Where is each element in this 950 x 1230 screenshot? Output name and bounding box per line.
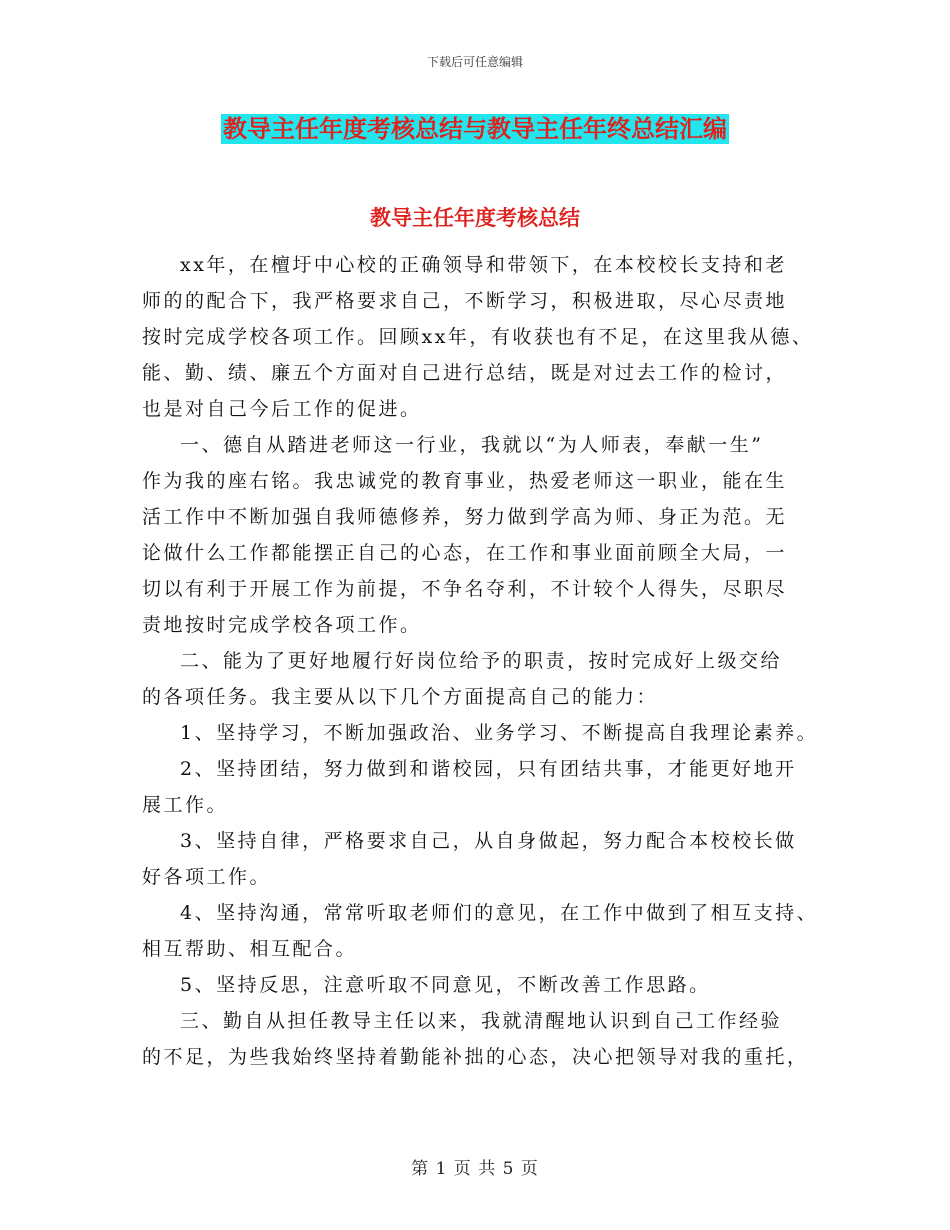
list-item-discipline: 3、坚持自律，严格要求自己，从自身做起，努力配合本校校长做 好各项工作。 [142, 830, 797, 888]
header-note: 下载后可任意编辑 [426, 55, 523, 69]
list-item-study: 1、坚持学习，不断加强政治、业务学习、不断提高自我理论素养。 [180, 722, 819, 744]
list-item-unity: 2、坚持团结，努力做到和谐校园，只有团结共事，才能更好地开 展工作。 [142, 758, 797, 816]
page-footer: 第 1 页 共 5 页 [411, 1159, 539, 1179]
paragraph-diligence: 三、勤自从担任教导主任以来，我就清醒地认识到自己工作经验 的不足，为些我始终坚持着勤能补拙的心态，决心把领导对我的重托， [142, 1010, 809, 1068]
list-item-reflection: 5、坚持反思，注意听取不同意见，不断改善工作思路。 [180, 974, 711, 996]
paragraph-morality: 一、德自从踏进老师这一行业，我就以“为人师表，奉献一生” 作为我的座右铭。我忠诚党的教育事业，热爱老师这一职业，能在生 活工作中不断加强自我师德修养，努力做到学高为师、身正为范。无 论做什么工作都能摆正自己的心态，在工作和事业面前顾全大局，一 切以有利于开展工作为前提，不争名夺利，不计较个人得失，尽职尽 责地按时完成学校各项工作。 [142, 434, 788, 636]
main-title: 教导主任年度考核总结与教导主任年终总结汇编 [223, 115, 727, 143]
list-item-communication: 4、坚持沟通，常常听取老师们的意见，在工作中做到了相互支持、 相互帮助、相互配合。 [142, 902, 819, 960]
section-title: 教导主任年度考核总结 [370, 206, 580, 230]
document-body [142, 247, 832, 1075]
paragraph-intro: xx年，在檀圩中心校的正确领导和带领下，在本校校长支持和老 师的的配合下，我严格要求自己，不断学习，积极进取，尽心尽责地 按时完成学校各项工作。回顾xx年，有收获也有不足，在这里我从德、 能、勤、绩、廉五个方面对自己进行总结，既是对过去工作的检讨， 也是对自己今后工作的促进。 [142, 254, 814, 420]
main-title-wrap [0, 114, 950, 144]
paragraph-ability: 二、能为了更好地履行好岗位给予的职责，按时完成好上级交给 的各项任务。我主要从以下几个方面提高自己的能力： [142, 650, 783, 708]
